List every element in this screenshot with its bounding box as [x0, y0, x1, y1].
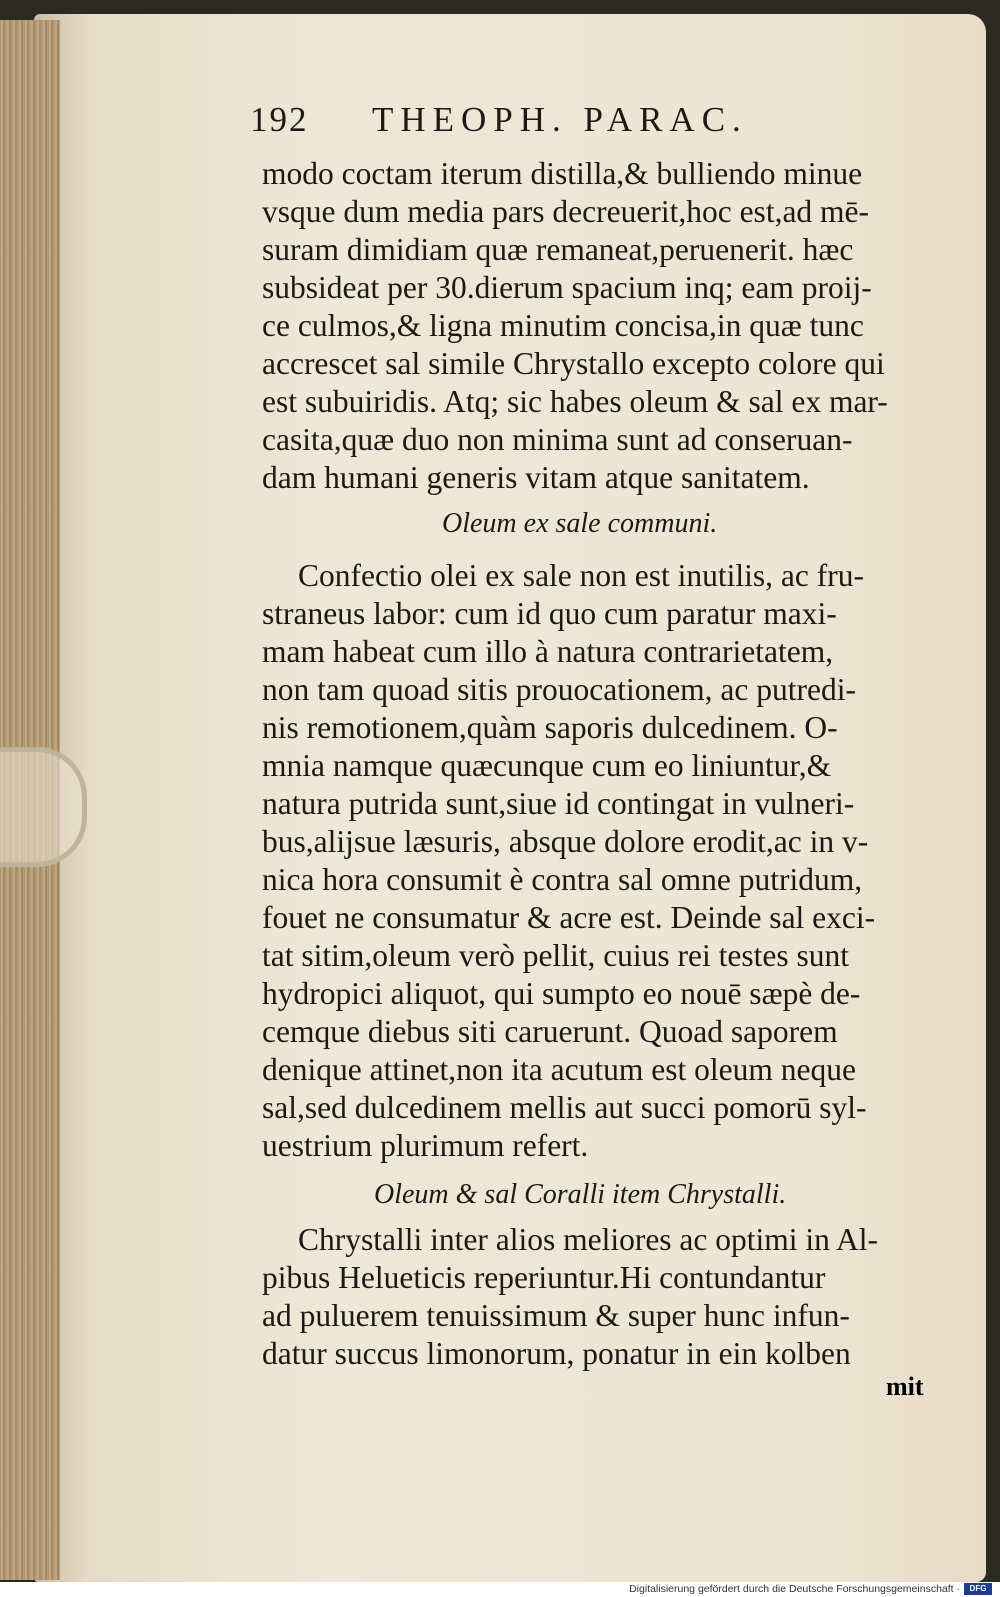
text-line: ce culmos,& ligna minutim concisa,in quæ tunc [262, 308, 864, 343]
page-number: 192 [250, 100, 309, 139]
text-line: non tam quoad sitis prouocationem, ac putredi- [262, 672, 856, 707]
dfg-logo: DFG [964, 1583, 992, 1595]
text-line: sal,sed dulcedinem mellis aut succi pomorū syl- [262, 1090, 867, 1125]
text-line: Chrystalli inter alios meliores ac optimi in Al- [298, 1222, 879, 1257]
clasp-band [0, 747, 87, 867]
section-heading: Oleum ex sale communi. [442, 508, 718, 539]
digitization-footer [0, 1582, 1000, 1597]
text-line: bus,alijsue læsuris, absque dolore erodit,ac in v- [262, 824, 869, 859]
text-line: mam habeat cum illo à natura contrarietatem, [262, 634, 834, 669]
text-line: vsque dum media pars decreuerit,hoc est,ad mē- [262, 194, 870, 229]
text-line: subsideat per 30.dierum spacium inq; eam proij- [262, 270, 872, 305]
funding-credit: Digitalisierung gefördert durch die Deutsche Forschungsgemeinschaft · [629, 1583, 960, 1595]
text-line: modo coctam iterum distilla,& bulliendo minue [262, 156, 863, 191]
running-header: THEOPH. PARAC. [372, 100, 748, 139]
text-line: nis remotionem,quàm saporis dulcedinem. O- [262, 710, 838, 745]
text-line: casita,quæ duo non minima sunt ad conseruan- [262, 422, 853, 457]
text-line: suram dimidiam quæ remaneat,peruenerit. hæc [262, 232, 854, 267]
catchword: mit [886, 1372, 924, 1401]
text-line: mnia namque quæcunque cum eo liniuntur,& [262, 748, 832, 783]
text-line: natura putrida sunt,siue id contingat in vulneri- [262, 786, 855, 821]
text-line: cemque diebus siti caruerunt. Quoad saporem [262, 1014, 838, 1049]
text-line: est subuiridis. Atq; sic habes oleum & sal ex mar- [262, 384, 888, 419]
section-heading: Oleum & sal Coralli item Chrystalli. [374, 1179, 787, 1210]
text-line: pibus Helueticis reperiuntur.Hi contundantur [262, 1260, 826, 1295]
text-line: fouet ne consumatur & acre est. Deinde sal exci- [262, 900, 876, 935]
text-line: denique attinet,non ita acutum est oleum neque [262, 1052, 856, 1087]
text-line: uestrium plurimum refert. [262, 1128, 589, 1163]
text-line: tat sitim,oleum verò pellit, cuius rei testes sunt [262, 938, 850, 973]
text-line: hydropici aliquot, qui sumpto eo nouē sæpè de- [262, 976, 861, 1011]
text-line: datur succus limonorum, ponatur in ein kolben [262, 1336, 851, 1371]
text-line: straneus labor: cum id quo cum paratur maxi- [262, 596, 837, 631]
text-line: ad puluerem tenuissimum & super hunc infun- [262, 1298, 850, 1333]
page-header [250, 100, 940, 144]
text-line: nica hora consumit è contra sal omne putridum, [262, 862, 863, 897]
text-line: dam humani generis vitam atque sanitatem. [262, 460, 810, 495]
text-line: Confectio olei ex sale non est inutilis, ac fru- [298, 558, 864, 593]
text-line: accrescet sal simile Chrystallo excepto colore qui [262, 346, 885, 381]
